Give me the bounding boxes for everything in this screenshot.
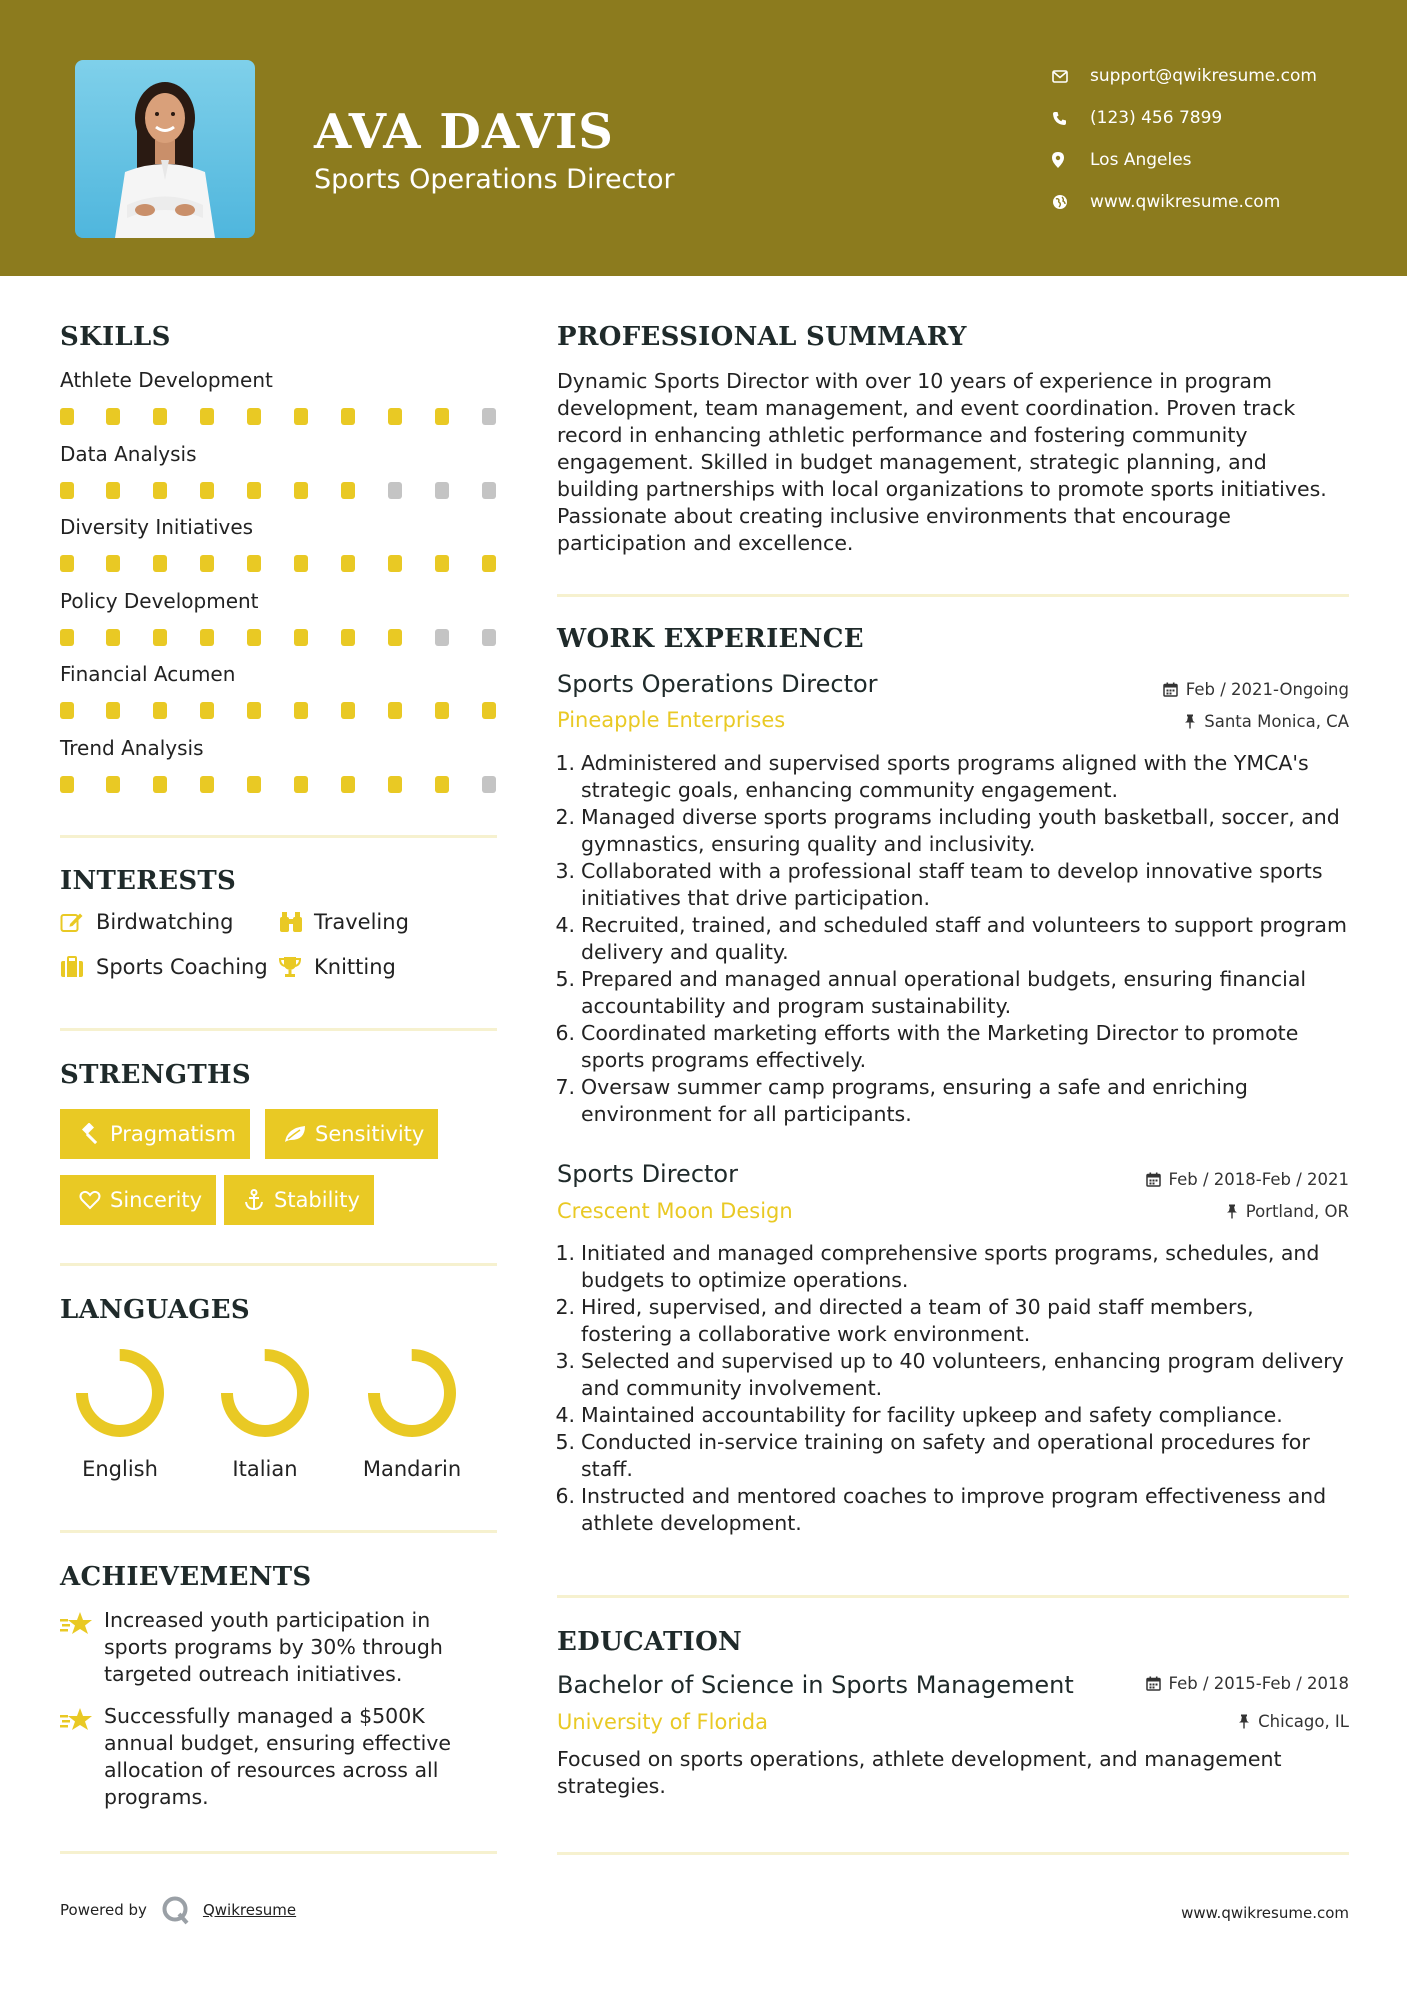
strength-tag	[60, 1175, 216, 1225]
bullet-number: 1.	[555, 1241, 575, 1265]
calendar-icon	[1146, 1676, 1161, 1691]
achievement-item	[60, 1607, 480, 1688]
leaf-icon	[277, 1124, 313, 1144]
skill-dot-filled	[435, 776, 449, 793]
interest-label: Traveling	[314, 910, 409, 934]
bullet-text: Instructed and mentored coaches to improve program effectiveness and athlete development.	[581, 1484, 1327, 1535]
skill-dot-filled	[294, 702, 308, 719]
achievement-text: Increased youth participation in sports programs by 30% through targeted outreach initiatives.	[104, 1608, 443, 1686]
contact-email-text: support@qwikresume.com	[1090, 66, 1317, 86]
calendar-icon	[1146, 1172, 1161, 1187]
skill-dot-filled	[106, 408, 120, 425]
job-bullet	[551, 1074, 1351, 1128]
interest-label: Birdwatching	[96, 910, 234, 934]
job-bullet	[551, 1348, 1351, 1402]
language-label: Italian	[232, 1457, 298, 1481]
skill-dot-filled	[153, 629, 167, 646]
skill-dot-filled	[341, 702, 355, 719]
skill-dot-filled	[200, 408, 214, 425]
skill-level-dots	[60, 776, 500, 796]
language-gauge	[72, 1345, 168, 1441]
skill-dot-filled	[200, 482, 214, 499]
job-bullet	[551, 804, 1351, 858]
job-bullet	[551, 858, 1351, 912]
skill-dot-filled	[106, 555, 120, 572]
skill-dot-filled	[388, 408, 402, 425]
skill-dot-filled	[200, 702, 214, 719]
pin-icon	[1238, 1714, 1250, 1729]
heart-icon	[72, 1190, 108, 1210]
strength-tag	[224, 1175, 374, 1225]
education-location-text: Chicago, IL	[1258, 1712, 1349, 1731]
skill-dot-filled	[388, 776, 402, 793]
bullet-number: 6.	[555, 1021, 575, 1045]
footer-url[interactable]: www.qwikresume.com	[1181, 1904, 1349, 1922]
achievement-item	[60, 1703, 480, 1811]
bullet-text: Maintained accountability for facility upkeep and safety compliance.	[581, 1403, 1283, 1427]
strength-label: Pragmatism	[110, 1122, 236, 1146]
bullet-text: Hired, supervised, and directed a team of 30 paid staff members, fostering a collaborative work environment.	[581, 1295, 1254, 1346]
language-item	[55, 1345, 185, 1481]
skill-item	[60, 368, 500, 428]
anchor-icon	[236, 1189, 272, 1211]
language-label: Mandarin	[362, 1457, 462, 1481]
skill-label: Policy Development	[60, 588, 259, 613]
skill-item	[60, 589, 500, 649]
bullet-number: 7.	[555, 1075, 575, 1099]
interest-label: Sports Coaching	[96, 955, 268, 979]
skill-label: Diversity Initiatives	[60, 515, 254, 539]
bullet-number: 2.	[555, 1295, 575, 1319]
skill-dot-empty	[435, 482, 449, 499]
phone-icon	[1050, 111, 1090, 126]
skill-dot-filled	[153, 702, 167, 719]
education-dates	[1146, 1674, 1349, 1693]
bullet-text: Selected and supervised up to 40 volunteers, enhancing program delivery and community involvement.	[581, 1349, 1344, 1400]
skill-dot-filled	[435, 555, 449, 572]
skill-dot-filled	[153, 482, 167, 499]
skill-dot-empty	[482, 629, 496, 646]
profile-photo	[75, 60, 255, 238]
edit-icon	[60, 911, 96, 933]
skill-label: Athlete Development	[60, 368, 273, 392]
interests-heading: INTERESTS	[60, 866, 237, 896]
bullet-text: Administered and supervised sports programs aligned with the YMCA's strategic goals, enhancing community engagement.	[581, 751, 1309, 802]
job-bullet	[551, 912, 1351, 966]
education-heading: EDUCATION	[557, 1627, 743, 1657]
globe-icon	[1050, 194, 1090, 210]
interest-label: Knitting	[314, 955, 396, 979]
skills-heading: SKILLS	[60, 322, 171, 352]
bullet-number: 3.	[555, 859, 575, 883]
language-gauge	[217, 1345, 313, 1441]
job-bullet	[551, 966, 1351, 1020]
school-name: University of Florida	[557, 1710, 768, 1734]
job-location-text: Santa Monica, CA	[1204, 712, 1349, 731]
skill-item	[60, 442, 500, 502]
skill-level-dots	[60, 482, 500, 502]
bullet-number: 5.	[555, 967, 575, 991]
pin-icon	[1184, 714, 1196, 729]
strength-label: Sensitivity	[315, 1122, 425, 1146]
gavel-icon	[72, 1123, 108, 1145]
job-bullet	[551, 1483, 1351, 1537]
skill-dot-filled	[294, 408, 308, 425]
skill-dot-filled	[388, 555, 402, 572]
trophy-icon	[278, 956, 314, 978]
job-dates	[1146, 1170, 1349, 1189]
degree-title: Bachelor of Science in Sports Management	[557, 1671, 1074, 1699]
strengths-heading: STRENGTHS	[60, 1060, 251, 1090]
skill-dot-filled	[60, 555, 74, 572]
skill-dot-filled	[294, 555, 308, 572]
skill-dot-filled	[247, 482, 261, 499]
skill-dot-filled	[247, 776, 261, 793]
bullet-number: 5.	[555, 1430, 575, 1454]
candidate-title: Sports Operations Director	[314, 164, 675, 195]
skill-dot-filled	[60, 776, 74, 793]
skill-dot-filled	[482, 555, 496, 572]
location-icon	[1050, 152, 1090, 168]
skill-dot-filled	[60, 482, 74, 499]
skill-dot-filled	[247, 555, 261, 572]
qwikresume-logo-icon	[161, 1895, 191, 1925]
contact-email[interactable]	[1050, 55, 1317, 97]
strength-label: Sincerity	[110, 1188, 203, 1212]
skill-dot-filled	[247, 629, 261, 646]
job-title: Sports Director	[557, 1160, 738, 1188]
strength-tag	[60, 1109, 250, 1159]
skill-label: Financial Acumen	[60, 662, 236, 686]
strength-tag	[265, 1109, 438, 1159]
skill-item	[60, 662, 500, 722]
job-dates	[1163, 680, 1349, 699]
skill-dot-filled	[482, 702, 496, 719]
job-bullet	[551, 1402, 1351, 1429]
skill-dot-filled	[106, 482, 120, 499]
briefcase-icon	[60, 956, 96, 978]
contact-website-text: www.qwikresume.com	[1090, 192, 1281, 212]
bullet-text: Collaborated with a professional staff team to develop innovative sports initiatives that drive participation.	[581, 859, 1323, 910]
job-location	[1184, 712, 1349, 731]
contact-phone-text: (123) 456 7899	[1090, 108, 1223, 128]
skill-dot-filled	[294, 776, 308, 793]
bullet-text: Initiated and managed comprehensive sports programs, schedules, and budgets to optimize operations.	[581, 1241, 1320, 1292]
job-bullet	[551, 1240, 1351, 1294]
bullet-text: Recruited, trained, and scheduled staff and volunteers to support program delivery and quality.	[581, 913, 1347, 964]
section-divider	[60, 1851, 497, 1854]
job-dates-text: Feb / 2021-Ongoing	[1185, 680, 1349, 699]
section-divider	[60, 1028, 497, 1031]
skill-dot-filled	[435, 702, 449, 719]
company-name: Crescent Moon Design	[557, 1199, 793, 1223]
bullet-text: Prepared and managed annual operational budgets, ensuring financial accountability and program sustainability.	[581, 967, 1307, 1018]
contact-list	[1050, 55, 1317, 223]
contact-location-text: Los Angeles	[1090, 150, 1192, 170]
bullet-number: 3.	[555, 1349, 575, 1373]
star-icon	[60, 1607, 104, 1688]
skill-dot-filled	[341, 408, 355, 425]
skill-dot-filled	[106, 776, 120, 793]
skill-dot-empty	[482, 776, 496, 793]
section-divider	[60, 835, 497, 838]
summary-heading: PROFESSIONAL SUMMARY	[557, 322, 967, 352]
skill-dot-filled	[435, 408, 449, 425]
skill-item	[60, 736, 500, 796]
contact-location	[1050, 139, 1317, 181]
language-gauge-arc	[82, 1355, 158, 1431]
education-description: Focused on sports operations, athlete development, and management strategies.	[557, 1747, 1282, 1798]
language-item	[347, 1345, 477, 1481]
skill-dot-filled	[388, 629, 402, 646]
binoculars-icon	[278, 911, 314, 933]
skill-level-dots	[60, 629, 500, 649]
bullet-text: Conducted in-service training on safety and operational procedures for staff.	[581, 1430, 1310, 1481]
star-icon	[60, 1703, 104, 1811]
skill-dot-filled	[200, 629, 214, 646]
bullet-number: 4.	[555, 1403, 575, 1427]
interest-item	[60, 910, 233, 934]
languages-heading: LANGUAGES	[60, 1295, 250, 1325]
skill-dot-empty	[482, 408, 496, 425]
job-bullets	[551, 1240, 1351, 1537]
interest-item	[278, 955, 396, 979]
skill-level-dots	[60, 702, 500, 722]
skill-dot-filled	[106, 629, 120, 646]
skill-dot-empty	[482, 482, 496, 499]
company-name: Pineapple Enterprises	[557, 708, 786, 732]
bullet-text: Coordinated marketing efforts with the Marketing Director to promote sports programs effectively.	[581, 1021, 1299, 1072]
bullet-text: Managed diverse sports programs including youth basketball, soccer, and gymnastics, ensuring quality and inclusivity.	[581, 805, 1340, 856]
language-gauge	[364, 1345, 460, 1441]
section-divider	[60, 1530, 497, 1533]
skill-dot-filled	[341, 629, 355, 646]
job-location	[1226, 1202, 1349, 1221]
job-bullets	[551, 750, 1351, 1128]
skill-level-dots	[60, 555, 500, 575]
job-bullet	[551, 750, 1351, 804]
skill-dot-filled	[60, 408, 74, 425]
bullet-number: 6.	[555, 1484, 575, 1508]
summary-text: Dynamic Sports Director with over 10 years of experience in program development, team management, and event coordination. Proven track record in enhancing athletic performance and fostering community engagement. Skilled in budget management, strategic planning, and building partnerships with local organizations to promote sports initiatives. Passionate about creating inclusive environments that encourage participation and excellence.	[557, 369, 1327, 555]
powered-by-label: Powered by	[60, 1901, 147, 1919]
skill-label: Data Analysis	[60, 441, 197, 466]
skill-dot-filled	[153, 408, 167, 425]
contact-website[interactable]	[1050, 181, 1317, 223]
skill-dot-filled	[60, 629, 74, 646]
contact-phone[interactable]	[1050, 97, 1317, 139]
education-dates-text: Feb / 2015-Feb / 2018	[1168, 1674, 1349, 1693]
calendar-icon	[1163, 682, 1178, 697]
skill-level-dots	[60, 408, 500, 428]
skill-dot-filled	[341, 776, 355, 793]
skill-label: Trend Analysis	[60, 735, 204, 760]
qwikresume-link[interactable]: Qwikresume	[202, 1901, 297, 1919]
education-location	[1238, 1712, 1349, 1731]
section-divider	[557, 1595, 1349, 1598]
bullet-text: Oversaw summer camp programs, ensuring a safe and enriching environment for all participants.	[581, 1075, 1248, 1126]
pin-icon	[1226, 1204, 1238, 1219]
language-gauge-arc	[374, 1355, 450, 1431]
skill-dot-filled	[60, 702, 74, 719]
skill-dot-filled	[247, 408, 261, 425]
achievement-text: Successfully managed a $500K annual budget, ensuring effective allocation of resources across all programs.	[104, 1704, 452, 1809]
bullet-number: 2.	[555, 805, 575, 829]
resume-header	[0, 0, 1407, 276]
interest-item	[60, 955, 268, 979]
envelope-icon	[1050, 70, 1090, 83]
skill-dot-filled	[247, 702, 261, 719]
experience-heading: WORK EXPERIENCE	[557, 624, 864, 654]
language-item	[200, 1345, 330, 1481]
skill-dot-filled	[341, 482, 355, 499]
skill-dot-filled	[106, 702, 120, 719]
section-divider	[557, 594, 1349, 597]
skill-dot-filled	[294, 629, 308, 646]
job-bullet	[551, 1294, 1351, 1348]
skill-dot-filled	[341, 555, 355, 572]
strength-label: Stability	[274, 1188, 360, 1212]
bullet-number: 1.	[555, 751, 575, 775]
bullet-number: 4.	[555, 913, 575, 937]
interest-item	[278, 910, 409, 934]
skill-dot-filled	[388, 702, 402, 719]
job-bullet	[551, 1429, 1351, 1483]
section-divider	[60, 1263, 497, 1266]
section-divider	[557, 1852, 1349, 1855]
achievements-heading: ACHIEVEMENTS	[60, 1562, 312, 1592]
language-label: English	[82, 1457, 158, 1481]
skill-dot-filled	[294, 482, 308, 499]
skill-dot-empty	[388, 482, 402, 499]
skill-dot-empty	[435, 629, 449, 646]
candidate-name: AVA DAVIS	[314, 104, 614, 160]
skill-dot-filled	[153, 555, 167, 572]
skill-dot-filled	[200, 776, 214, 793]
job-dates-text: Feb / 2018-Feb / 2021	[1168, 1170, 1349, 1189]
skill-item	[60, 515, 500, 575]
job-title: Sports Operations Director	[557, 670, 878, 698]
skill-dot-filled	[153, 776, 167, 793]
language-gauge-arc	[227, 1355, 303, 1431]
footer-powered-by	[60, 1895, 296, 1925]
job-bullet	[551, 1020, 1351, 1074]
skill-dot-filled	[200, 555, 214, 572]
job-location-text: Portland, OR	[1245, 1202, 1349, 1221]
